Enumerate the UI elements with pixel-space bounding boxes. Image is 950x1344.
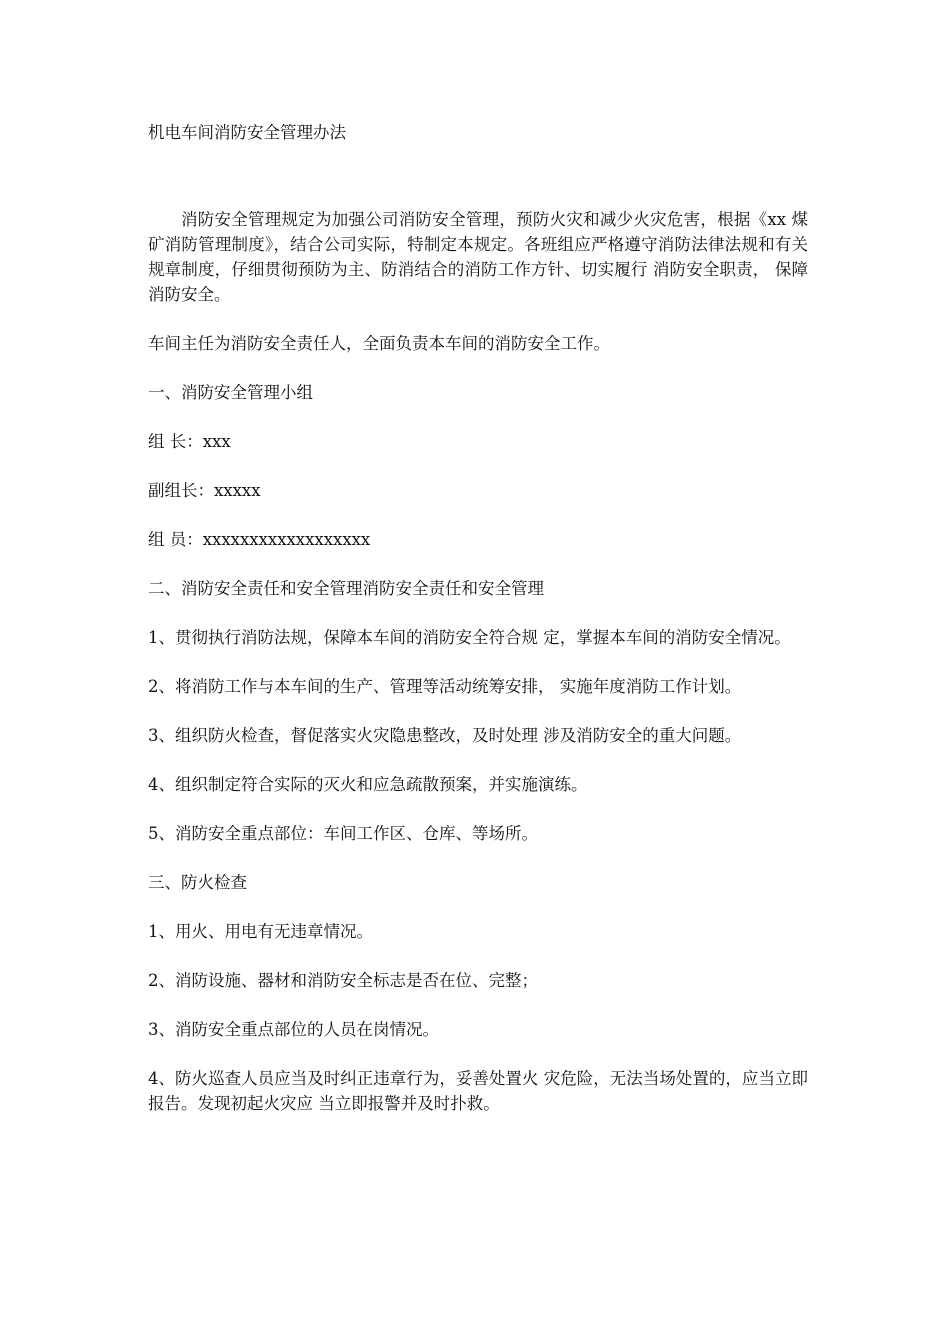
- list-item: 2、将消防工作与本车间的生产、管理等活动统筹安排， 实施年度消防工作计划。: [148, 677, 742, 696]
- list-item: 3、组织防火检查，督促落实火灾隐患整改，及时处理 涉及消防安全的重大问题。: [148, 726, 742, 745]
- list-item: 1、贯彻执行消防法规，保障本车间的消防安全符合规 定，掌握本车间的消防安全情况。: [148, 628, 791, 647]
- group-leader: 组 长：xxx: [148, 432, 231, 451]
- document-title: 机电车间消防安全管理办法: [148, 123, 346, 142]
- list-item: 5、消防安全重点部位：车间工作区、仓库、等场所。: [148, 824, 538, 843]
- list-item: 1、用火、用电有无违章情况。: [148, 922, 373, 941]
- intro-paragraph: 消防安全管理规定为加强公司消防安全管理，预防火灾和减少火灾危害，根据《xx 煤矿消防管理制度》，结合公司实际，特制定本规定。各班组应严格遵守消防法律法规和有关规章制度，仔细贯彻预防为主、防消结合的消防工作方针、切实履行 消防安全职责， 保障消防安全。: [148, 210, 808, 304]
- section-heading-1: 一、消防安全管理小组: [148, 383, 313, 402]
- deputy-leader: 副组长：xxxxx: [148, 481, 261, 500]
- section-heading-2: 二、消防安全责任和安全管理消防安全责任和安全管理: [148, 579, 544, 598]
- list-item: 4、防火巡查人员应当及时纠正违章行为，妥善处置火 灾危险，无法当场处置的，应当立即报告。发现初起火灾应 当立即报警并及时扑救。: [148, 1069, 808, 1113]
- section-heading-3: 三、防火检查: [148, 873, 247, 892]
- list-item: 4、组织制定符合实际的灭火和应急疏散预案，并实施演练。: [148, 775, 588, 794]
- document-body: [148, 120, 808, 1140]
- group-members: 组 员：xxxxxxxxxxxxxxxxxx: [148, 530, 371, 549]
- responsibility-statement: 车间主任为消防安全责任人，全面负责本车间的消防安全工作。: [148, 334, 610, 353]
- list-item: 3、消防安全重点部位的人员在岗情况。: [148, 1020, 439, 1039]
- list-item: 2、消防设施、器材和消防安全标志是否在位、完整；: [148, 971, 538, 990]
